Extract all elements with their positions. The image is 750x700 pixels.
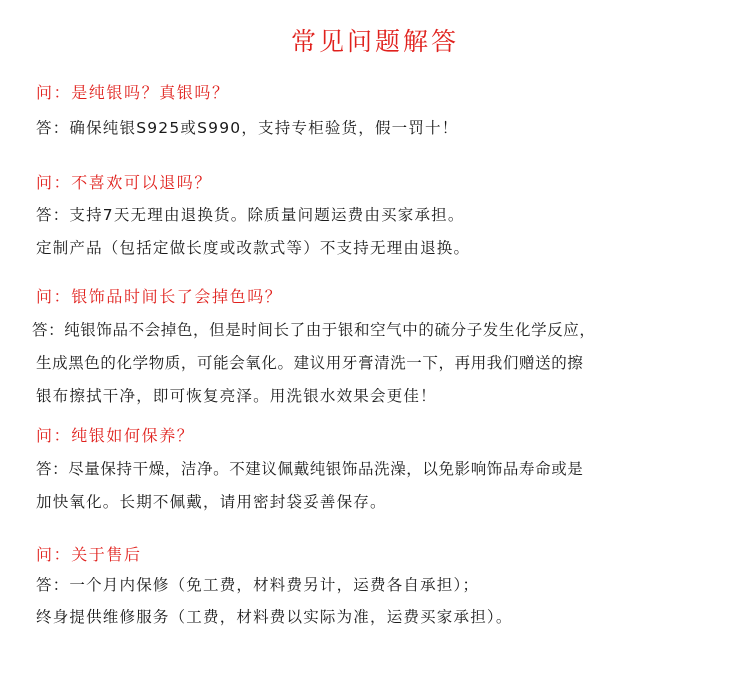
page-title: 常见问题解答 [290, 27, 459, 56]
faq-question-4: 问：纯银如何保养？ [36, 426, 195, 445]
faq-answer-1-line-1: 答：确保纯银S925或S990，支持专柜验货，假一罚十！ [36, 119, 459, 137]
faq-answer-3-line-3: 银布擦拭干净，即可恢复亮泽。用洗银水效果会更佳！ [36, 387, 437, 405]
faq-answer-3-line-1: 答：纯银饰品不会掉色，但是时间长了由于银和空气中的硫分子发生化学反应， [32, 321, 596, 339]
faq-question-5: 问：关于售后 [36, 545, 142, 564]
faq-answer-5-line-2: 终身提供维修服务（工费，材料费以实际为准，运费买家承担）。 [36, 608, 513, 626]
faq-answer-3-line-2: 生成黑色的化学物质，可能会氧化。建议用牙膏清洗一下，再用我们赠送的擦 [36, 354, 584, 372]
faq-answer-5-line-1: 答：一个月内保修（免工费，材料费另计，运费各自承担）； [36, 576, 480, 594]
faq-answer-4-line-2: 加快氧化。长期不佩戴，请用密封袋妥善保存。 [36, 493, 387, 511]
faq-question-2: 问：不喜欢可以退吗？ [36, 173, 213, 192]
faq-answer-4-line-1: 答：尽量保持干燥，洁净。不建议佩戴纯银饰品洗澡，以免影响饰品寿命或是 [36, 460, 584, 478]
faq-answer-2-line-1: 答：支持7天无理由退换货。除质量问题运费由买家承担。 [36, 206, 465, 224]
faq-question-1: 问：是纯银吗？真银吗？ [36, 83, 230, 102]
faq-question-3: 问：银饰品时间长了会掉色吗？ [36, 287, 283, 306]
faq-answer-2-line-2: 定制产品（包括定做长度或改款式等）不支持无理由退换。 [36, 239, 471, 257]
